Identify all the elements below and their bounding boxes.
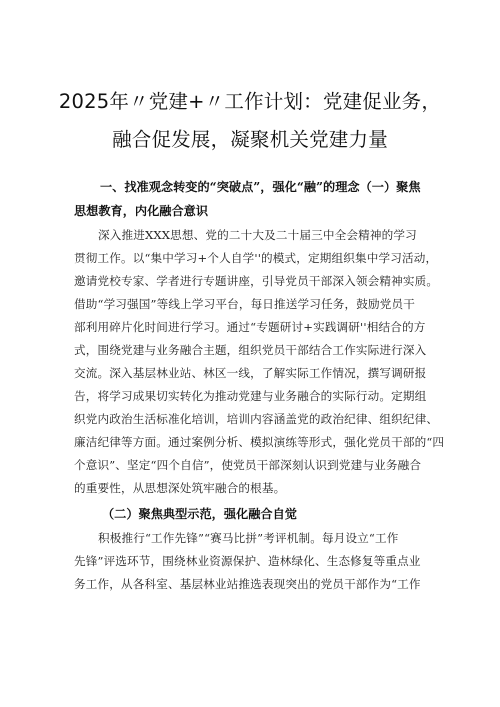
paragraph-line: 借助“学习强国”等线上学习平台，每日推送学习任务，鼓励党员干	[74, 297, 415, 311]
paragraph-line: 贯彻工作。以“集中学习+个人自学''的模式，定期组织集中学习活动，	[74, 251, 438, 265]
paragraph-line: 的重要性，从思想深处筑牢融合的根基。	[74, 481, 286, 495]
paragraph-line: 告，将学习成果切实转化为推动党建与业务融合的实际行动。定期组	[74, 389, 427, 403]
paragraph-line: 交流。深入基层林业站、林区一线，了解实际工作情况，撰写调研报	[74, 366, 427, 380]
document-title-line-1: 2025年〃党建+〃工作计划：党建促业务，	[58, 90, 442, 113]
paragraph-line: 积极推行“工作先锋”“赛马比拼”考评机制。每月设立“工作	[98, 531, 399, 545]
paragraph-line: 廉洁纪律等方面。通过案例分析、模拟演练等形式，强化党员干部的“四	[74, 435, 445, 449]
paragraph-line: 深入推进XXX思想、党的二十大及二十届三中全会精神的学习	[98, 228, 417, 242]
paragraph-line: 务工作，从各科室、基层林业站推选表现突出的党员干部作为“工作	[74, 577, 421, 591]
paragraph-line: 织党内政治生活标准化培训，培训内容涵盖党的政治纪律、组织纪律、	[74, 412, 439, 426]
section-1-heading-line-1: 一、找准观念转变的“突破点”，强化“融”的理念（一）聚焦	[100, 180, 421, 194]
paragraph-line: 部利用碎片化时间进行学习。通过“专题研讨+实践调研''相结合的方	[74, 320, 426, 334]
section-2-heading: （二）聚焦典型示范，强化融合自觉	[102, 507, 297, 521]
section-1-heading-line-2: 思想教育，内化融合意识	[74, 204, 209, 218]
paragraph-line: 个意识”、坚定“四个自信”，使党员干部深刻认识到党建与业务融合	[74, 458, 422, 472]
paragraph-line: 式，围绕党建与业务融合主题，组织党员干部结合工作实际进行深入	[74, 343, 427, 357]
document-title-line-2: 融合促发展，凝聚机关党建力量	[112, 128, 388, 151]
paragraph-line: 先锋”评选环节，围绕林业资源保护、造林绿化、生态修复等重点业	[74, 554, 421, 568]
paragraph-line: 邀请党校专家、学者进行专题讲座，引导党员干部深入领会精神实质。	[74, 274, 439, 288]
